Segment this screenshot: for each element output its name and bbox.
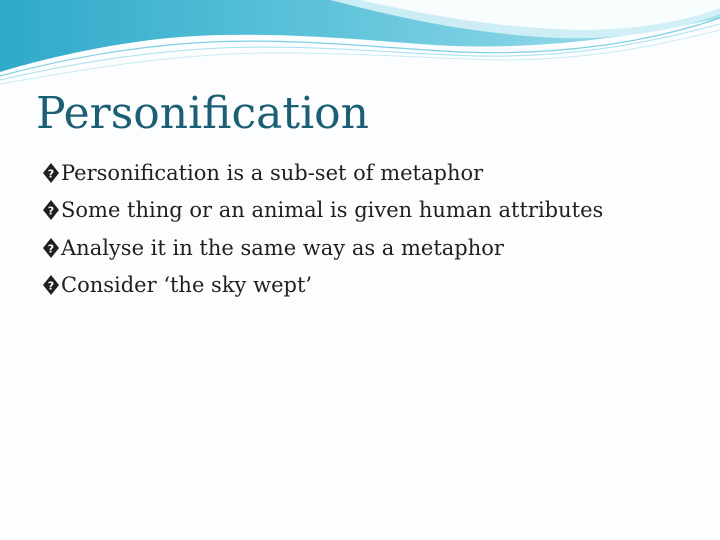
replacement-char-icon bbox=[42, 237, 60, 259]
replacement-char-icon bbox=[42, 199, 60, 221]
svg-text:?: ? bbox=[47, 204, 55, 218]
bullet-text: Consider ‘the sky wept’ bbox=[61, 273, 313, 298]
replacement-char-icon bbox=[42, 162, 60, 184]
svg-text:?: ? bbox=[47, 242, 55, 256]
bullet-text: Some thing or an animal is given human attributes bbox=[61, 198, 604, 223]
slide-title: Personification bbox=[36, 88, 369, 139]
replacement-char-icon bbox=[42, 274, 60, 296]
svg-text:?: ? bbox=[47, 167, 55, 181]
bullet-item bbox=[42, 192, 603, 230]
bullet-text: Analyse it in the same way as a metaphor bbox=[61, 235, 504, 260]
bullet-text: Personification is a sub-set of metaphor bbox=[61, 160, 484, 185]
bullet-item bbox=[42, 229, 603, 267]
bullet-list bbox=[42, 154, 603, 304]
bullet-item bbox=[42, 267, 603, 305]
svg-text:?: ? bbox=[47, 279, 55, 293]
header-wave-decoration bbox=[0, 0, 720, 90]
bullet-item bbox=[42, 154, 603, 192]
